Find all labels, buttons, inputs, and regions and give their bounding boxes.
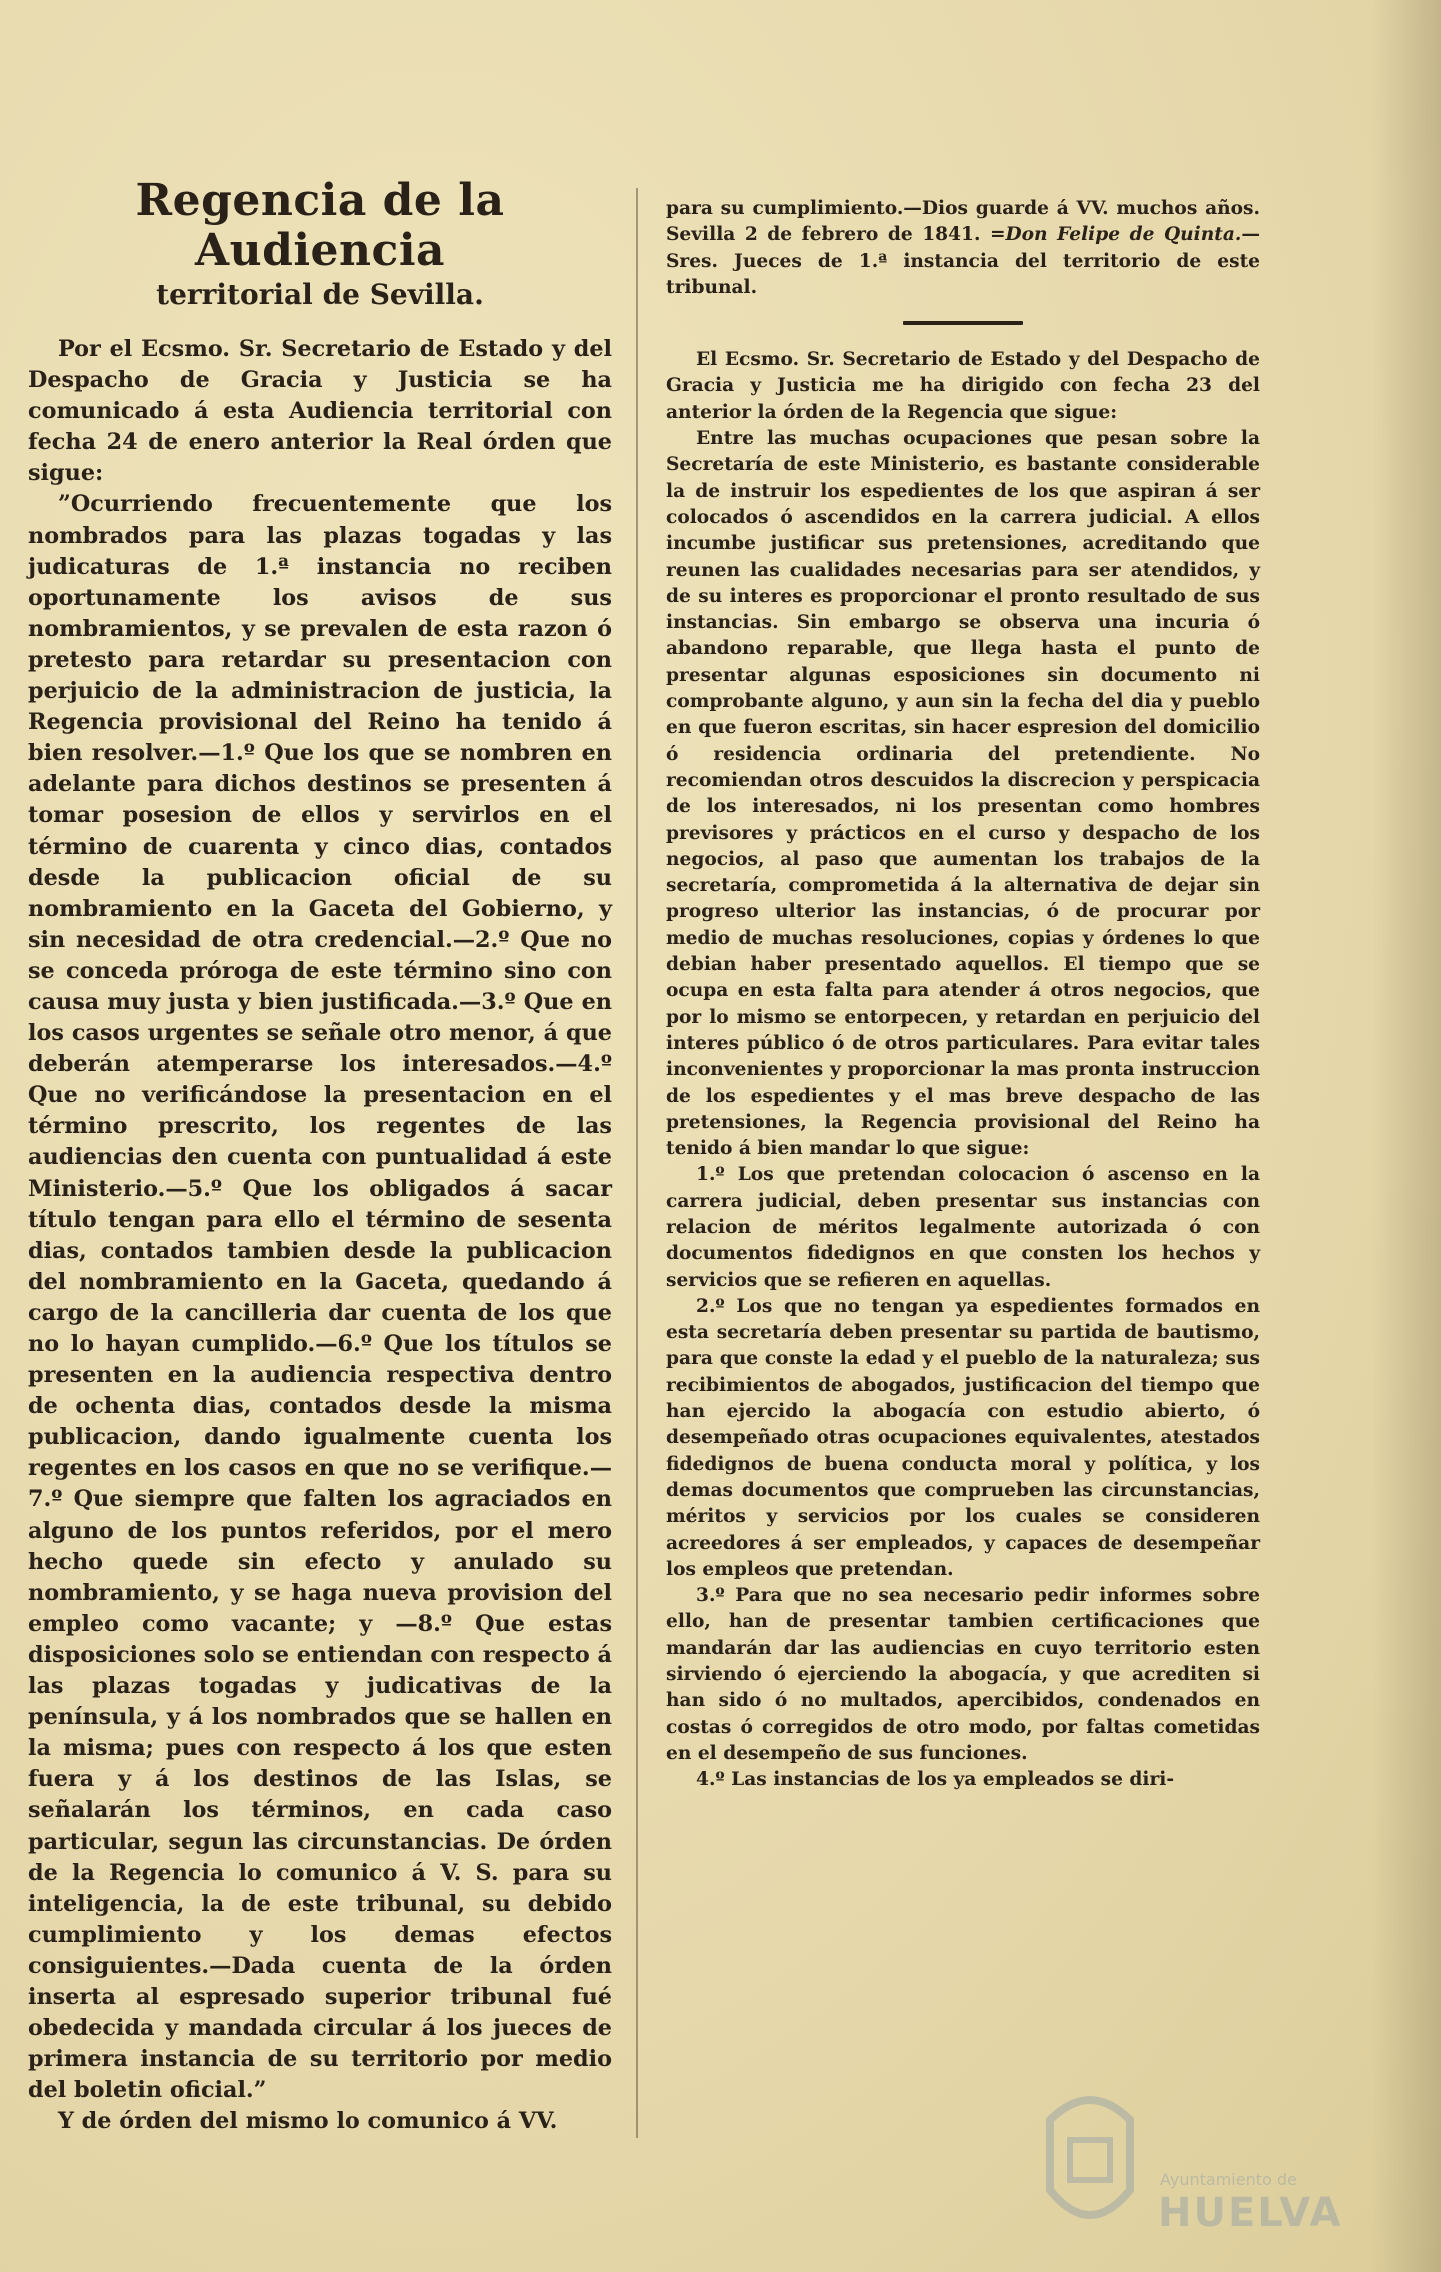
order-item-4: 4.º Las instancias de los ya empleados se diri- [696, 1769, 1175, 1791]
right-column [666, 196, 1260, 1794]
order-item-1: 1.º Los que pretendan colocacion ó ascenso en la carrera judicial, deben presentar sus instancias con relacion de méritos legalmente autorizada ó con documentos fidedignos en que consten los hechos y servicios que se refieren en aquellas. [666, 1164, 1260, 1291]
page-binding-shadow [1371, 0, 1441, 2272]
royal-order-paragraph: ”Ocurriendo frecuentemente que los nombrados para las plazas togadas y las judicaturas de 1.ª instancia no reciben oportunamente los avisos de sus nombramientos, y se prevalen de esta razon ó pretesto para retardar su presentacion con perjuicio de la administracion de justicia, la Regencia provisional del Reino ha tenido á bien resolver.—1.º Que los que se nombren en adelante para dichos destinos se presenten á tomar posesion de ellos y servirlos en el término de cuarenta y cinco dias, contados desde la publicacion oficial de su nombramiento en la Gaceta del Gobierno, y sin necesidad de otra credencial.—2.º Que no se conceda próroga de este término sino con causa muy justa y bien justificada.—3.º Que en los casos urgentes se señale otro menor, á que deberán atemperarse los interesados.—4.º Que no verificándose la presentacion en el término prescrito, los regentes de las audiencias den cuenta con puntualidad á este Ministerio.—5.º Que los obligados á sacar título tengan para ello el término de sesenta dias, contados tambien desde la publicacion del nombramiento en la Gaceta, quedando á cargo de la cancilleria dar cuenta de los que no lo hayan cumplido.—6.º Que los títulos se presenten en la audiencia respectiva dentro de ochenta dias, contados desde la misma publicacion, dando igualmente cuenta los regentes en los casos en que no se verifique.—7.º Que siempre que falten los agraciados en alguno de los puntos referidos, por el mero hecho quede sin efecto y anulado su nombramiento, y se haga nueva provision del empleo como vacante; y —8.º Que estas disposiciones solo se entiendan con respecto á las plazas togadas y judicativas de la península, y á los nombrados que se hallen en la misma; pues con respecto á los que esten fuera y á los destinos de las Islas, se señalarán los términos, en cada caso particular, segun las circunstancias. De órden de la Regencia lo comunico á V. S. para su inteligencia, la de este tribunal, su debido cumplimiento y los demas efectos consiguientes.—Dada cuenta de la órden inserta al espresado superior tribunal fué obedecida y mandada circular á los jueces de primera instancia de su territorio por medio del boletin oficial.” [28, 491, 612, 2104]
column-divider [636, 188, 638, 2138]
signature: =Don Felipe de Quinta. [989, 224, 1242, 246]
closing-paragraph: Y de órden del mismo lo comunico á VV. [58, 2108, 558, 2135]
watermark-stamp [1020, 2080, 1350, 2240]
order-item-3: 3.º Para que no sea necesario pedir informes sobre ello, han de presentar tambien certificaciones que mandarán dar las audiencias en cuyo territorio esten sirviendo ó ejerciendo la abogacía, y que acrediten si han sido ó no multados, apercibidos, condenados en costas ó corregidos de otro modo, por faltas cometidas en el desempeño de sus funciones. [666, 1585, 1260, 1764]
second-order-intro: El Ecsmo. Sr. Secretario de Estado y del Despacho de Gracia y Justicia me ha dirigido con fecha 23 del anterior la órden de la Regencia que sigue: [666, 349, 1260, 423]
order-item-2: 2.º Los que no tengan ya espedientes formados en esta secretaría deben presentar su partida de bautismo, para que conste la edad y el pueblo de la naturaleza; sus recibimientos de abogados, justificacion del tiempo que han ejercido la abogacía con estudio abierto, ó desempeñado otras ocupaciones equivalentes, atestados fidedignos de buena conducta moral y política, y los demas documentos que comprueben las circunstancias, méritos y servicios por los cuales se consideren acreedores á ser empleados, y capaces de desempeñar los empleos que pretendan. [666, 1295, 1260, 1580]
watermark-line2: HUELVA [1158, 2190, 1343, 2236]
second-order-body: Entre las muchas ocupaciones que pesan sobre la Secretaría de este Ministerio, es bastante considerable la de instruir los espedientes de los que aspiran á ser colocados ó ascendidos en la carrera judicial. A ellos incumbe justificar sus pretensiones, acreditando que reunen las cualidades necesarias para ser atendidos, y de su interes es proporcionar el pronto resultado de sus instancias. Sin embargo se observa una incuria ó abandono reparable, que llega hasta el punto de presentar algunas esposiciones sin documento ni comprobante alguno, y aun sin la fecha del dia y pueblo en que fueron escritas, sin hacer espresion del domicilio ó residencia ordinaria del pretendiente. No recomiendan otros descuidos la discrecion y perspicacia de los interesados, ni los presentan como hombres previsores y prácticos en el curso y despacho de los negocios, al paso que aumentan los trabajos de la secretaría, comprometida á la alternativa de dejar sin progreso ulterior las instancias, ó de procurar por medio de muchas resoluciones, copias y órdenes lo que debian haber presentado aquellos. El tiempo que se ocupa en esta falta para atender á otros negocios, que por lo mismo se entorpecen, y retardan en perjuicio del interes público ó de otros particulares. Para evitar tales inconvenientes y proporcionar la mas pronta instruccion de los espedientes y el mas breve despacho de las pretensiones, la Regencia provisional del Reino ha tenido á bien mandar lo que sigue: [666, 428, 1260, 1160]
continuation-text: para su cumplimiento.—Dios guarde á VV. muchos años. Sevilla 2 de febrero de 1841. [666, 198, 1260, 246]
watermark-line1: Ayuntamiento de [1160, 2170, 1297, 2189]
addressee: —Sres. Jueces de 1.ª instancia del territorio de este tribunal. [666, 224, 1260, 298]
left-column [28, 176, 612, 2137]
document-subtitle: territorial de Sevilla. [156, 278, 484, 311]
section-separator [903, 321, 1023, 325]
continuation-paragraph [666, 196, 1260, 301]
coat-of-arms-icon [1030, 2080, 1150, 2240]
intro-paragraph: Por el Ecsmo. Sr. Secretario de Estado y del Despacho de Gracia y Justicia se ha comunicado á esta Audiencia territorial con fecha 24 de enero anterior la Real órden que sigue: [28, 336, 612, 487]
document-title: Regencia de la Audiencia [135, 175, 505, 276]
